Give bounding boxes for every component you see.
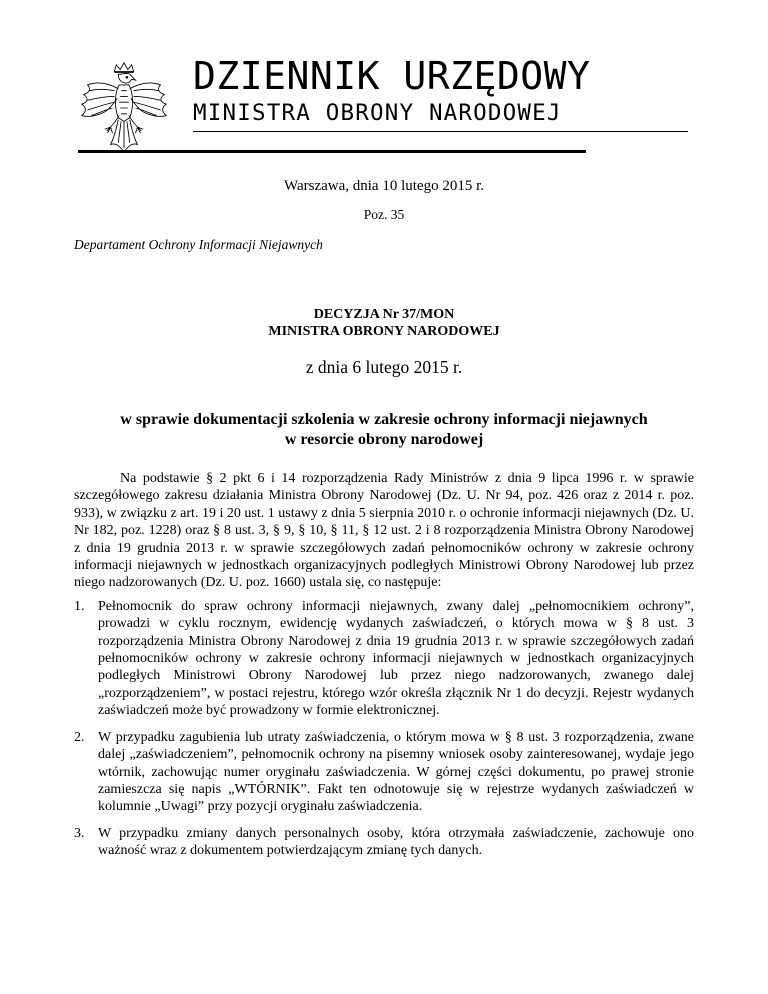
document-content [74, 176, 694, 869]
decision-subject-line2: w resorcie obrony narodowej [284, 431, 484, 448]
decision-title-line2: MINISTRA OBRONY NARODOWEJ [268, 324, 500, 339]
journal-subtitle: MINISTRA OBRONY NARODOWEJ [193, 100, 562, 126]
provision-text: W przypadku zmiany danych personalnych osoby, która otrzymała zaświadczenie, zachowuje ono ważność wraz z dokumentem potwierdzającym zmianę tych danych. [98, 825, 694, 859]
provision-number: 3. [74, 825, 85, 841]
department-name: Departament Ochrony Informacji Niejawnych [74, 237, 323, 252]
masthead-divider-thin [193, 131, 688, 132]
provision-number: 1. [74, 598, 85, 614]
provision-number: 2. [74, 729, 85, 745]
provision-text: W przypadku zagubienia lub utraty zaświadczenia, o którym mowa w § 8 ust. 3 rozporządzenia, zwane dalej „zaświadczeniem”, pełnomocnik ochrony na pisemny wniosek osoby zainteresowanej, wydaje jego wtórnik, zachowując numer oryginału zaświadczenia. W górnej części dokumentu, po prawej stronie zamieszcza się napis „WTÓRNIK”. Fakt ten odnotowuje się w rejestrze wydanych zaświadczeń w kolumnie „Uwagi” przy pozycji oryginału zaświadczenia. [98, 729, 694, 815]
provision-item [74, 729, 694, 816]
decision-title [74, 306, 694, 340]
journal-title: DZIENNIK URZĘDOWY [193, 54, 591, 98]
provisions-list [74, 598, 694, 860]
provision-text: Pełnomocnik do spraw ochrony informacji niejawnych, zwany dalej „pełnomocnikiem ochrony”, prowadzi w cyklu rocznym, ewidencję wydanych zaświadczeń, o których mowa w § 8 ust. 3 rozporządzenia Ministra Obrony Narodowej z dnia 19 grudnia 2013 r. w sprawie szczegółowych zadań pełnomocników ochrony w zakresie ochrony informacji niejawnych w jednostkach organizacyjnych podległych Ministrowi Obrony Narodowej lub przez niego nadzorowanych, zwanego dalej „rozporządzeniem”, w postaci rejestru, którego wzór określa złącznik Nr 1 do decyzji. Rejestr wydanych zaświadczeń może być prowadzony w formie elektronicznej. [98, 598, 694, 719]
place-date: Warszawa, dnia 10 lutego 2015 r. [284, 178, 484, 194]
polish-eagle-emblem-icon [76, 60, 172, 156]
provision-item [74, 598, 694, 720]
decision-date: z dnia 6 lutego 2015 r. [305, 357, 463, 377]
masthead-divider-thick [78, 150, 586, 153]
decision-subject [74, 410, 694, 450]
preamble: Na podstawie § 2 pkt 6 i 14 rozporządzenia Rady Ministrów z dnia 9 lipca 1996 r. w sprawie szczegółowego zakresu działania Ministra Obrony Narodowej (Dz. U. Nr 94, poz. 426 oraz z 2014 r. poz. 933), w związku z art. 19 i 20 ust. 1 ustawy z dnia 5 sierpnia 2010 r. o ochronie informacji niejawnych (Dz. U. Nr 182, poz. 1228) oraz § 8 ust. 3, § 9, § 10, § 11, § 12 ust. 2 i 8 rozporządzenia Ministra Obrony Narodowej z dnia 19 grudnia 2013 r. w sprawie szczegółowych zadań pełnomocników ochrony w zakresie ochrony informacji niejawnych w jednostkach organizacyjnych podległych Ministrowi Obrony Narodowej lub przez niego nadzorowanych (Dz. U. poz. 1660) ustala się, co następuje: [74, 471, 694, 591]
decision-title-line1: DECYZJA Nr 37/MON [313, 307, 455, 322]
provision-item [74, 825, 694, 860]
decision-subject-line1: w sprawie dokumentacji szkolenia w zakresie ochrony informacji niejawnych [120, 411, 648, 428]
position-number: Poz. 35 [363, 207, 405, 222]
masthead [0, 0, 768, 160]
